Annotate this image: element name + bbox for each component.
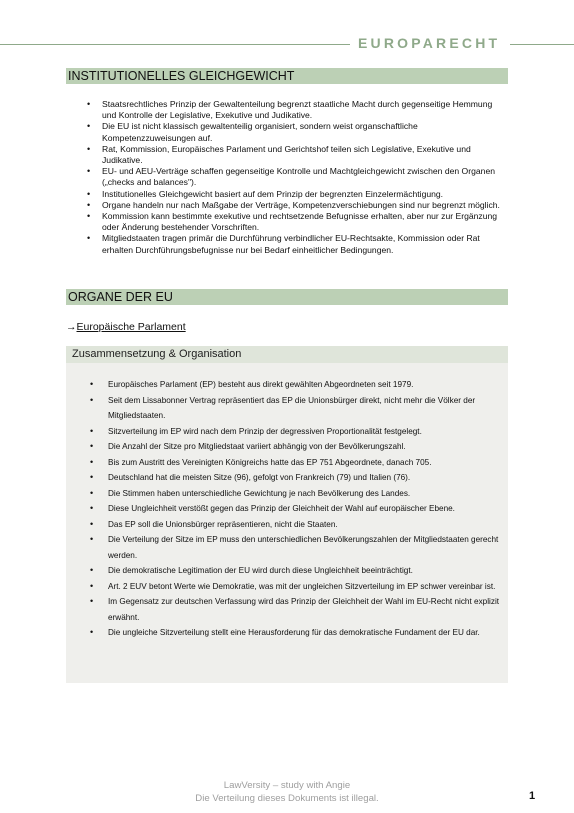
list-item: • Sitzverteilung im EP wird nach dem Prinzip der degressiven Proportionalität festgelegt. [90,424,502,440]
list-item: • Kommission kann bestimmte exekutive und rechtsetzende Befugnisse erhalten, aber nur zur Ergänzung oder Änderung bestehender Vorschriften. [87,211,507,233]
header-brand: EUROPARECHT [358,35,501,51]
list-item: • Seit dem Lissabonner Vertrag repräsentiert das EP die Unionsbürger direkt, nicht mehr die Völker der Mitgliedstaaten. [90,393,502,424]
list-item: • Bis zum Austritt des Vereinigten Königreichs hatte das EP 751 Abgeordnete, danach 705. [90,455,502,471]
section-heading-institutionelles: INSTITUTIONELLES GLEICHGEWICHT [66,68,508,84]
list-item: • Organe handeln nur nach Maßgabe der Verträge, Kompetenzverschiebungen sind nur begrenzt möglich. [87,200,507,211]
list-item: • Diese Ungleichheit verstößt gegen das Prinzip der Gleichheit der Wahl auf europäischer Ebene. [90,501,502,517]
parlament-link[interactable] [66,321,186,333]
footer-notice: Die Verteilung dieses Dokuments ist illegal. [195,793,379,804]
list-item: • Die demokratische Legitimation der EU wird durch diese Ungleichheit beeinträchtigt. [90,563,502,579]
list-item: • Die EU ist nicht klassisch gewaltenteilig organisiert, sondern weist organschaftliche Kompetenzzuweisungen auf. [87,121,507,143]
parlament-link-label: Europäische Parlament [76,321,186,333]
list-item: • Staatsrechtliches Prinzip der Gewaltenteilung begrenzt staatliche Macht durch gegenseitige Hemmung und Kontrolle der Legislative, Exekutive und Judikative. [87,99,507,121]
list-item: • Die Verteilung der Sitze im EP muss den unterschiedlichen Bevölkerungszahlen der Mitgliedstaaten gerecht werden. [90,532,502,563]
list-item: • Art. 2 EUV betont Werte wie Demokratie, was mit der ungleichen Sitzverteilung im EP schwer vereinbar ist. [90,579,502,595]
list-item: • Die Stimmen haben unterschiedliche Gewichtung je nach Bevölkerung des Landes. [90,486,502,502]
page-number: 1 [529,790,536,802]
list-item: • Deutschland hat die meisten Sitze (96), gefolgt von Frankreich (79) und Italien (76). [90,470,502,486]
arrow-right-icon: → [66,321,77,333]
bullet-list-institutionelles [87,99,507,256]
zusammensetzung-box [66,346,508,683]
list-item: • Im Gegensatz zur deutschen Verfassung wird das Prinzip der Gleichheit der Wahl im EU-Recht nicht explizit erwähnt. [90,594,502,625]
header-rule-right [510,44,574,45]
list-item: • Europäisches Parlament (EP) besteht aus direkt gewählten Abgeordneten seit 1979. [90,377,502,393]
list-item: • Das EP soll die Unionsbürger repräsentieren, nicht die Staaten. [90,517,502,533]
list-item: • Die ungleiche Sitzverteilung stellt eine Herausforderung für das demokratische Fundament der EU dar. [90,625,502,641]
footer-credit: LawVersity – study with Angie [223,780,351,791]
header-rule-left [0,44,350,45]
list-item: • Rat, Kommission, Europäisches Parlament und Gerichtshof teilen sich Legislative, Exekutive und Judikative. [87,144,507,166]
list-item: • EU- und AEU-Verträge schaffen gegenseitige Kontrolle und Machtgleichgewicht zwischen den Organen („checks and balances"). [87,166,507,188]
list-item: • Die Anzahl der Sitze pro Mitgliedstaat variiert abhängig von der Bevölkerungszahl. [90,439,502,455]
section-heading-organe: ORGANE DER EU [66,289,508,305]
list-item: • Mitgliedstaaten tragen primär die Durchführung verbindlicher EU-Rechtsakte, Kommission oder Rat erhalten Durchführungsbefugnisse nur bei Bedarf einheitlicher Bedingungen. [87,233,507,255]
box-heading: Zusammensetzung & Organisation [66,346,508,363]
bullet-list-zusammensetzung [90,377,502,641]
list-item: • Institutionelles Gleichgewicht basiert auf dem Prinzip der begrenzten Einzelermächtigung. [87,189,507,200]
